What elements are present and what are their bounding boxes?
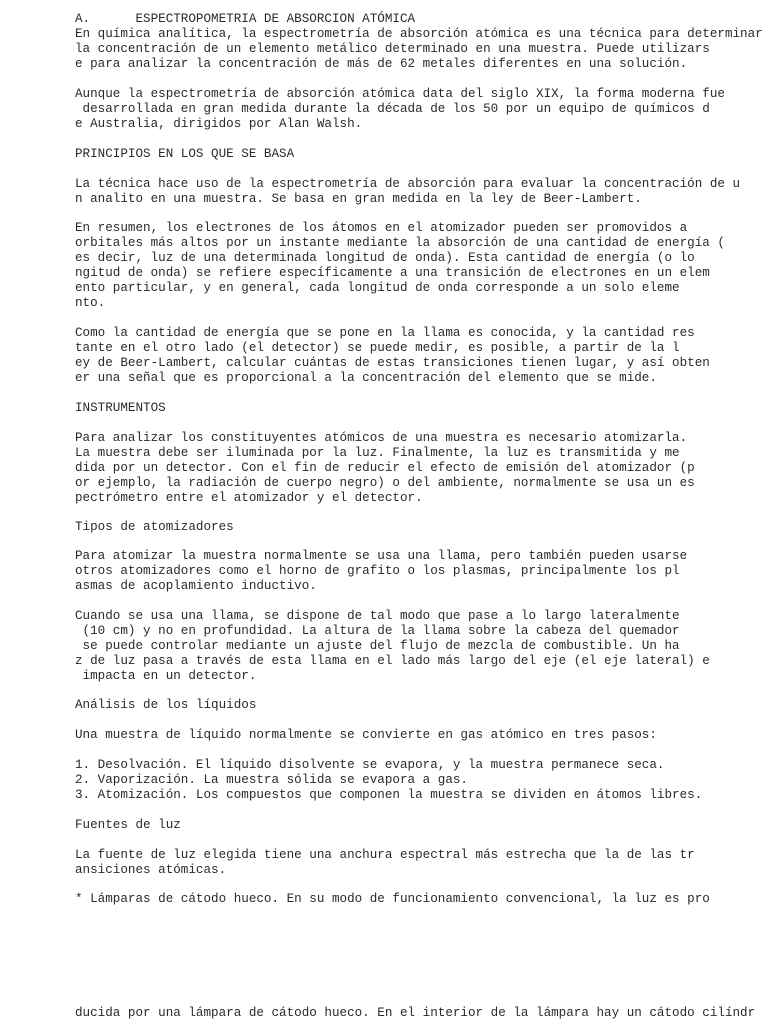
text-line: ngitud de onda) se refiere específicamente a una transición de electrones en un elem bbox=[75, 266, 710, 280]
text-line: or ejemplo, la radiación de cuerpo negro) o del ambiente, normalmente se usa un es bbox=[75, 476, 695, 490]
text-line: La muestra debe ser iluminada por la luz. Finalmente, la luz es transmitida y me bbox=[75, 446, 680, 460]
section-heading: INSTRUMENTOS bbox=[75, 401, 166, 415]
text-line: se puede controlar mediante un ajuste del flujo de mezcla de combustible. Un ha bbox=[75, 639, 680, 653]
list-item: 2. Vaporización. La muestra sólida se evapora a gas. bbox=[75, 773, 468, 787]
text-line: Como la cantidad de energía que se pone en la llama es conocida, y la cantidad res bbox=[75, 326, 695, 340]
subsection-heading: Tipos de atomizadores bbox=[75, 520, 234, 534]
section-heading: PRINCIPIOS EN LOS QUE SE BASA bbox=[75, 147, 295, 161]
text-line: Aunque la espectrometría de absorción atómica data del siglo XIX, la forma moderna fue bbox=[75, 87, 725, 101]
text-line: e para analizar la concentración de más de 62 metales diferentes en una solución. bbox=[75, 57, 688, 71]
text-line: n analito en una muestra. Se basa en gran medida en la ley de Beer-Lambert. bbox=[75, 192, 642, 206]
text-line: z de luz pasa a través de esta llama en el lado más largo del eje (el eje lateral) e bbox=[75, 654, 710, 668]
text-line: Una muestra de líquido normalmente se convierte en gas atómico en tres pasos: bbox=[75, 728, 657, 742]
text-line: ey de Beer-Lambert, calcular cuántas de estas transiciones tienen lugar, y así obten bbox=[75, 356, 710, 370]
text-line: Para atomizar la muestra normalmente se usa una llama, pero también pueden usarse bbox=[75, 549, 688, 563]
text-line: Para analizar los constituyentes atómicos de una muestra es necesario atomizarla. bbox=[75, 431, 688, 445]
text-line: (10 cm) y no en profundidad. La altura de la llama sobre la cabeza del quemador bbox=[75, 624, 680, 638]
text-line: otros atomizadores como el horno de grafito o los plasmas, principalmente los pl bbox=[75, 564, 680, 578]
text-line: En química analítica, la espectrometría de absorción atómica es una técnica para determinar bbox=[75, 27, 763, 41]
text-line: ansiciones atómicas. bbox=[75, 863, 227, 877]
text-line: dida por un detector. Con el fin de reducir el efecto de emisión del atomizador (p bbox=[75, 461, 695, 475]
text-line: nto. bbox=[75, 296, 106, 310]
subsection-heading: Análisis de los líquidos bbox=[75, 698, 257, 712]
text-line: desarrollada en gran medida durante la década de los 50 por un equipo de químicos d bbox=[75, 102, 710, 116]
text-line: impacta en un detector. bbox=[75, 669, 257, 683]
text-line: pectrómetro entre el atomizador y el detector. bbox=[75, 491, 423, 505]
text-line: la concentración de un elemento metálico determinado en una muestra. Puede utilizars bbox=[75, 42, 710, 56]
text-line: er una señal que es proporcional a la concentración del elemento que se mide. bbox=[75, 371, 657, 385]
text-line: En resumen, los electrones de los átomos en el atomizador pueden ser promovidos a bbox=[75, 221, 688, 235]
text-line: ducida por una lámpara de cátodo hueco. En el interior de la lámpara hay un cátodo cilíndr bbox=[75, 1006, 756, 1020]
text-line: Cuando se usa una llama, se dispone de tal modo que pase a lo largo lateralmente bbox=[75, 609, 680, 623]
text-line: La técnica hace uso de la espectrometría de absorción para evaluar la concentración de u bbox=[75, 177, 741, 191]
text-line: tante en el otro lado (el detector) se puede medir, es posible, a partir de la l bbox=[75, 341, 680, 355]
text-line: orbitales más altos por un instante mediante la absorción de una cantidad de energía ( bbox=[75, 236, 725, 250]
text-line: es decir, luz de una determinada longitud de onda). Esta cantidad de energía (o lo bbox=[75, 251, 695, 265]
text-line: ento particular, y en general, cada longitud de onda corresponde a un solo eleme bbox=[75, 281, 680, 295]
text-line: e Australia, dirigidos por Alan Walsh. bbox=[75, 117, 363, 131]
section-heading: A. ESPECTROPOMETRIA DE ABSORCION ATÓMICA bbox=[75, 12, 416, 26]
text-line: asmas de acoplamiento inductivo. bbox=[75, 579, 317, 593]
list-item: 3. Atomización. Los compuestos que componen la muestra se dividen en átomos libres. bbox=[75, 788, 703, 802]
list-item: 1. Desolvación. El líquido disolvente se evapora, y la muestra permanece seca. bbox=[75, 758, 665, 772]
bullet-item: * Lámparas de cátodo hueco. En su modo de funcionamiento convencional, la luz es pro bbox=[75, 892, 710, 906]
subsection-heading: Fuentes de luz bbox=[75, 818, 181, 832]
text-line: La fuente de luz elegida tiene una anchura espectral más estrecha que la de las tr bbox=[75, 848, 695, 862]
